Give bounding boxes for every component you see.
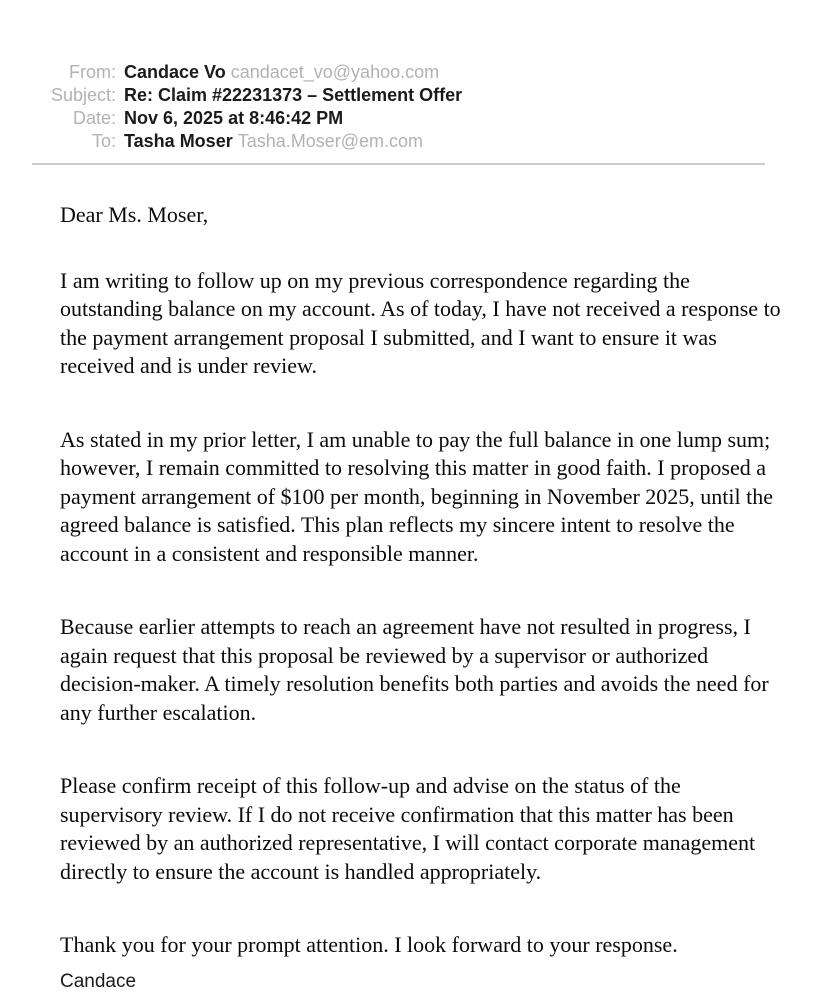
sender-email[interactable]: candacet_vo@yahoo.com [230, 62, 440, 82]
email-header [0, 0, 837, 153]
salutation: Dear Ms. Moser, [60, 202, 209, 227]
subject-value: Re: Claim #22231373 – Settlement Offer [124, 85, 463, 105]
date-value: Nov 6, 2025 at 8:46:42 PM [124, 108, 344, 128]
body-paragraph-2: As stated in my prior letter, I am unable to pay the full balance in one lump sum; however, I remain committed to resolving this matter in good faith. I proposed a payment arrangement of $100 per month, beginning in November 2025, until the agreed balance is satisfied. This plan reflects my sincere intent to resolve the account in a consistent and responsible manner. [60, 426, 774, 566]
recipient-name[interactable]: Tasha Moser [124, 131, 233, 151]
sender-name[interactable]: Candace Vo [124, 62, 226, 82]
body-paragraph-1: I am writing to follow up on my previous correspondence regarding the outstanding balance on my account. As of today, I have not received a response to the payment arrangement proposal I submitted, and I want to ensure it was received and is under review. [60, 267, 781, 378]
header-divider [32, 163, 765, 165]
body-paragraph-4: Please confirm receipt of this follow-up and advise on the status of the supervisory review. If I do not receive confirmation that this matter has been reviewed by an authorized representative, I will contact corporate management directly to ensure the account is handled appropriately. [60, 773, 756, 884]
email-body [60, 201, 782, 993]
closing-line: Thank you for your prompt attention. I look forward to your response. [60, 932, 678, 957]
header-row-from [30, 61, 837, 84]
from-label: From: [69, 62, 116, 82]
signature: Candace [60, 970, 137, 992]
from-value [124, 61, 439, 84]
header-row-subject [30, 84, 837, 107]
to-label: To: [91, 131, 116, 151]
body-paragraph-3: Because earlier attempts to reach an agreement have not resulted in progress, I again request that this proposal be reviewed by a supervisor or authorized decision-maker. A timely resolution benefits both parties and avoids the need for any further escalation. [60, 614, 769, 725]
subject-label: Subject: [50, 85, 116, 105]
to-value [124, 130, 423, 153]
header-row-to [30, 130, 837, 153]
recipient-email[interactable]: Tasha.Moser@em.com [237, 131, 424, 151]
header-row-date [30, 107, 837, 130]
date-label: Date: [72, 108, 116, 128]
